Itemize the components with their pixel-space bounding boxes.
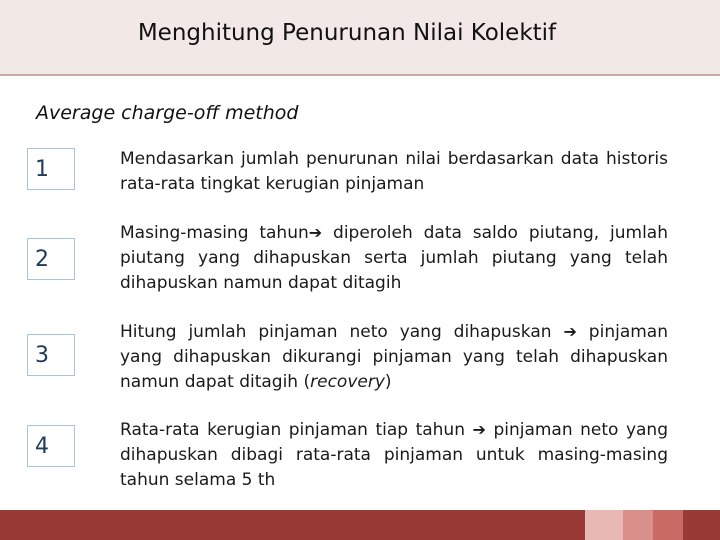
right-arrow-icon: ➔ bbox=[472, 420, 486, 439]
right-arrow-icon: ➔ bbox=[308, 223, 323, 242]
title-bar bbox=[0, 0, 720, 76]
item-text-3-before: Hitung jumlah pinjaman neto yang dihapuskan bbox=[120, 322, 564, 342]
footer-segment-light bbox=[585, 510, 623, 540]
item-number-box-4: 4 bbox=[27, 425, 75, 467]
item-text-2 bbox=[120, 220, 668, 296]
item-text-3 bbox=[120, 319, 668, 395]
item-number-box-3: 3 bbox=[27, 334, 75, 376]
item-number-box-1: 1 bbox=[27, 148, 75, 190]
right-arrow-icon: ➔ bbox=[563, 322, 577, 341]
item-text-2-after: diperoleh data saldo piutang, jumlah piutang yang dihapuskan serta jumlah piutang yang telah dihapuskan namun dapat ditagih bbox=[120, 223, 668, 293]
item-text-3-end: ) bbox=[384, 372, 392, 392]
slide-title: Menghitung Penurunan Nilai Kolektif bbox=[137, 20, 557, 46]
slide-subtitle: Average charge-off method bbox=[36, 102, 299, 124]
item-text-2-before: Masing-masing tahun bbox=[120, 223, 309, 243]
item-text-1 bbox=[120, 147, 668, 197]
item-text-3-italic: recovery bbox=[310, 372, 385, 392]
item-text-1-content: Mendasarkan jumlah penurunan nilai berdasarkan data historis rata-rata tingkat kerugian pinjaman bbox=[120, 149, 668, 194]
footer-segment-mid bbox=[623, 510, 653, 540]
item-text-3-after: pinjaman yang dihapuskan dikurangi pinjaman yang telah dihapuskan namun dapat ditagih ( bbox=[120, 322, 668, 392]
item-text-4-before: Rata-rata kerugian pinjaman tiap tahun bbox=[120, 420, 473, 440]
item-number-box-2: 2 bbox=[27, 238, 75, 280]
item-text-4-after: pinjaman neto yang dihapuskan dibagi rata-rata pinjaman untuk masing-masing tahun selama 5 th bbox=[120, 420, 668, 490]
item-text-4 bbox=[120, 417, 668, 493]
footer-segment-dark bbox=[653, 510, 683, 540]
